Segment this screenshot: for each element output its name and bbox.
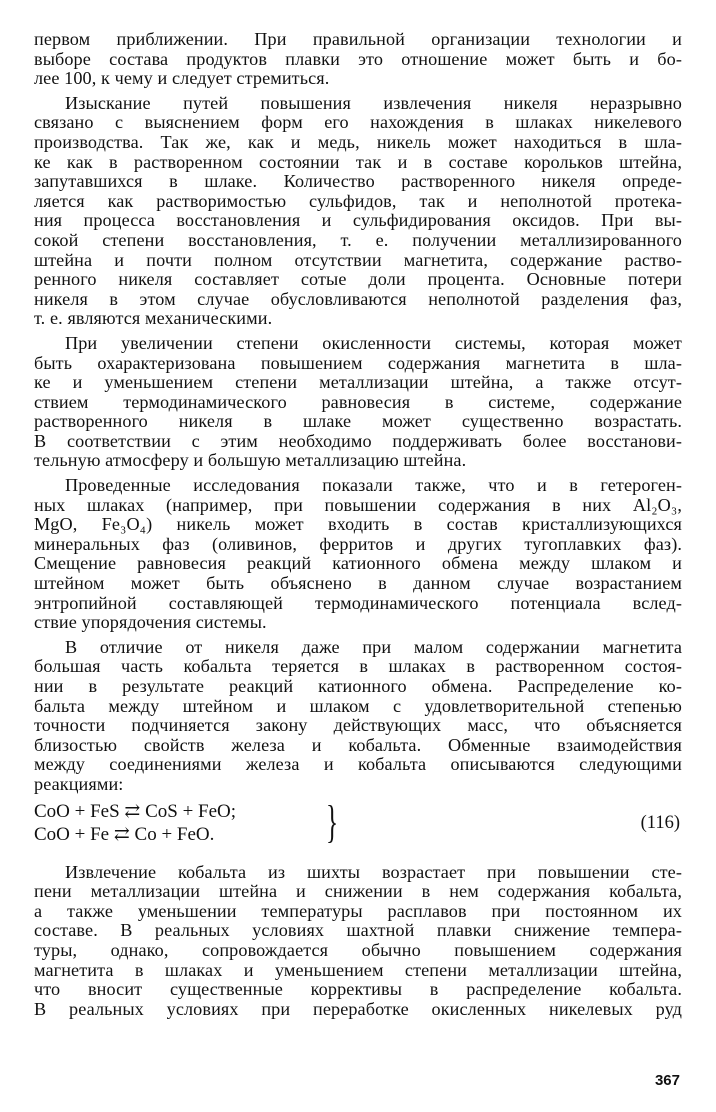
- text-line: ных шлаках (например, при повышении содержания в них Al₂O₃,: [34, 494, 682, 515]
- text-line: запутавшихся в шлаке. Количество растворенного никеля опреде-: [34, 171, 682, 192]
- text-line: большая часть кобальта теряется в шлаках в растворенном состоя-: [34, 656, 682, 677]
- text-line: никеля в этом случае обусловливаются неполнотой разделения фаз,: [34, 288, 682, 309]
- paragraph: [34, 638, 682, 795]
- text-line: ке как в растворенном состоянии так и в составе корольков штейна,: [34, 151, 682, 172]
- paragraph: [34, 476, 682, 633]
- text-line: между соединениями железа и кобальта описываются следующими: [34, 754, 682, 775]
- text-line: составе. В реальных условиях шахтной плавки снижение темпера-: [34, 920, 682, 941]
- text-line: связано с выяснением форм его нахождения в шлаках никелевого: [34, 112, 682, 133]
- text-line: пени металлизации штейна и снижении в нем содержания кобальта,: [34, 881, 682, 902]
- page-text: [34, 30, 682, 1024]
- text-line: минеральных фаз (оливинов, ферритов и других тугоплавких фаз).: [34, 533, 682, 554]
- text-line: первом приближении. При правильной организации технологии и: [34, 29, 682, 49]
- text-line: реакциями:: [34, 773, 124, 794]
- text-line: растворенного никеля в шлаке может существенно возрастать.: [34, 411, 682, 432]
- equation-number: (116): [640, 812, 680, 833]
- text-line: Извлечение кобальта из шихты возрастает при повышении сте-: [65, 861, 682, 882]
- text-line: ствие упорядочения системы.: [34, 612, 267, 633]
- text-line: ке и уменьшением степени металлизации штейна, а также отсут-: [34, 372, 682, 393]
- paragraph: [34, 30, 682, 89]
- text-line: Смещение равновесия реакций катионного обмена между шлаком и: [34, 553, 682, 574]
- text-line: ляется как растворимостью сульфидов, так и неполнотой протека-: [34, 190, 682, 211]
- paragraphs-after: [34, 863, 682, 1020]
- text-line: сокой степени восстановления, т. е. получении металлизированного: [34, 229, 682, 250]
- text-line: Изыскание путей повышения извлечения никеля неразрывно: [65, 92, 682, 113]
- page-number: 367: [654, 1072, 680, 1089]
- text-line: ренного никеля составляет сотые доли процента. Основные потери: [34, 269, 682, 290]
- text-line: штейном может быть объяснено в данном случае возрастанием: [34, 573, 682, 594]
- text-line: ния процесса восстановления и сульфидирования оксидов. При вы-: [34, 210, 682, 231]
- text-line: выборе состава продуктов плавки это отношение может быть и бо-: [34, 48, 682, 69]
- text-line: лее 100, к чему и следует стремиться.: [34, 68, 330, 89]
- reaction-equation-2: CoO + Fe ⇄ Co + FeO.: [34, 823, 215, 845]
- text-line: тельную атмосферу и большую металлизацию штейна.: [34, 450, 467, 471]
- paragraph: [34, 94, 682, 329]
- text-line: штейна и почти полном отсутствии магнетита, содержание раство-: [34, 249, 682, 270]
- reaction-equations: [34, 795, 682, 847]
- paragraph: [34, 863, 682, 1020]
- text-line: что вносит существенные коррективы в распределение кобальта.: [34, 979, 682, 1000]
- text-line: близостью свойств железа и кобальта. Обменные взаимодействия: [34, 734, 682, 755]
- text-line: В соответствии с этим необходимо поддерживать более восстанови-: [34, 430, 682, 451]
- text-line: туры, однако, сопровождается обычно повышением содержания: [34, 939, 682, 960]
- text-line: При увеличении степени окисленности системы, которая может: [65, 332, 682, 353]
- text-line: нии в результате реакций катионного обмена. Распределение ко-: [34, 676, 682, 696]
- text-line: производства. Так же, как и медь, никель может находиться в шла-: [34, 131, 682, 152]
- text-line: В реальных условиях при переработке окисленных никелевых руд: [34, 998, 682, 1019]
- paragraphs-before: [34, 30, 682, 795]
- paragraph: [34, 334, 682, 471]
- text-line: энтропийной составляющей термодинамического потенциала вслед-: [34, 592, 682, 613]
- text-line: MgO, Fe₃O₄) никель может входить в состав кристаллизующихся: [34, 514, 682, 535]
- text-line: быть охарактеризована повышением содержания магнетита в шла-: [34, 352, 682, 373]
- text-line: магнетита в шлаках и уменьшением степени металлизации штейна,: [34, 959, 682, 980]
- text-line: т. е. являются механическими.: [34, 308, 273, 329]
- text-line: В отличие от никеля даже при малом содержании магнетита: [65, 636, 682, 657]
- curly-brace: }: [326, 795, 339, 847]
- text-line: точности подчиняется закону действующих масс, что объясняется: [34, 715, 682, 736]
- reaction-equation-1: CoO + FeS ⇄ CoS + FeO;: [34, 800, 237, 822]
- text-line: бальта между штейном и шлаком с удовлетворительной степенью: [34, 695, 682, 716]
- text-line: а также уменьшении температуры расплавов при постоянном их: [34, 900, 682, 921]
- text-line: Проведенные исследования показали также, что и в гетероген-: [65, 475, 682, 496]
- text-line: ствием термодинамического равновесия в системе, содержание: [34, 391, 682, 412]
